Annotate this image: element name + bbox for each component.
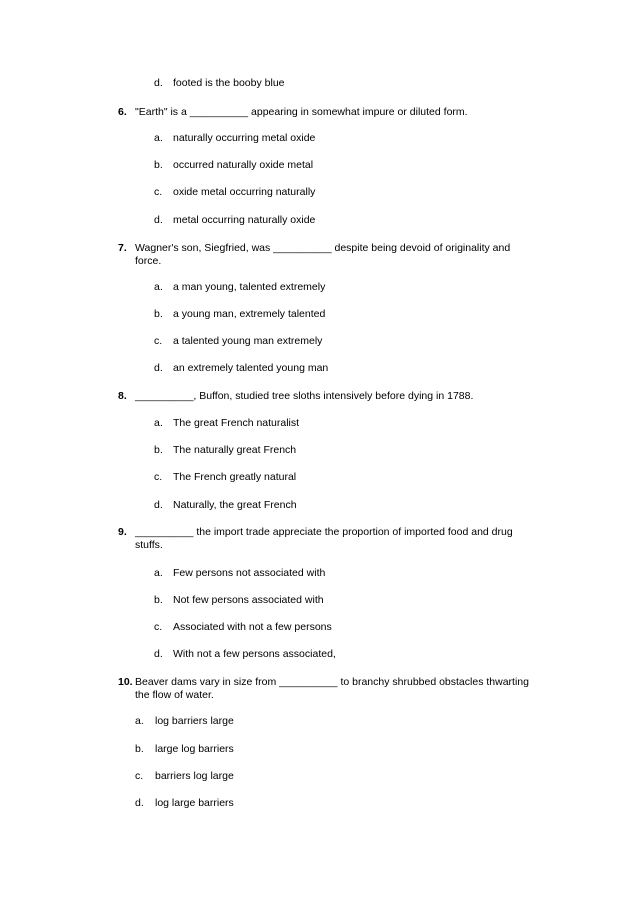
option-text: Associated with not a few persons (173, 621, 332, 633)
option-letter: b. (135, 743, 144, 755)
option-text: a young man, extremely talented (173, 308, 326, 320)
option-letter: d. (135, 797, 144, 809)
option-text: The great French naturalist (173, 417, 300, 429)
option-letter: d. (154, 499, 163, 511)
option-text: footed is the booby blue (173, 77, 285, 89)
option-text: a man young, talented extremely (173, 281, 326, 293)
question-text: Beaver dams vary in size from __________ to branchy shrubbed obstacles thwarting (135, 676, 529, 688)
option-letter: d. (154, 362, 163, 374)
option-letter: a. (154, 132, 163, 144)
option-letter: b. (154, 594, 163, 606)
option-text: barriers log large (155, 770, 234, 782)
option-letter: a. (154, 281, 163, 293)
option-letter: d. (154, 648, 163, 660)
question-text: Wagner's son, Siegfried, was __________ despite being devoid of originality and (135, 242, 511, 254)
option-letter: a. (135, 715, 144, 727)
question-number: 7. (118, 242, 127, 254)
option-text: metal occurring naturally oxide (173, 214, 316, 226)
option-text: naturally occurring metal oxide (173, 132, 316, 144)
option-text: Naturally, the great French (173, 499, 297, 511)
option-letter: d. (154, 77, 163, 89)
question-number: 8. (118, 390, 127, 402)
option-text: log barriers large (155, 715, 234, 727)
option-text: Not few persons associated with (173, 594, 324, 606)
option-letter: c. (154, 186, 163, 198)
option-letter: a. (154, 417, 163, 429)
option-letter: b. (154, 308, 163, 320)
option-text: With not a few persons associated, (173, 648, 336, 660)
option-letter: b. (154, 159, 163, 171)
option-text: an extremely talented young man (173, 362, 329, 374)
question-text: the flow of water. (135, 689, 214, 701)
question-text: force. (135, 255, 162, 267)
option-text: Few persons not associated with (173, 567, 326, 579)
option-text: The naturally great French (173, 444, 297, 456)
option-text: oxide metal occurring naturally (173, 186, 316, 198)
question-text: "Earth" is a __________ appearing in somewhat impure or diluted form. (135, 106, 468, 118)
option-letter: b. (154, 444, 163, 456)
option-letter: c. (154, 335, 163, 347)
question-text: __________ the import trade appreciate the proportion of imported food and drug (135, 526, 513, 538)
option-letter: c. (135, 770, 144, 782)
option-letter: c. (154, 471, 163, 483)
option-letter: c. (154, 621, 163, 633)
question-number: 6. (118, 106, 127, 118)
option-text: log large barriers (155, 797, 234, 809)
question-text: stuffs. (135, 539, 163, 551)
question-number: 9. (118, 526, 127, 538)
question-number: 10. (118, 676, 133, 688)
option-text: occurred naturally oxide metal (173, 159, 314, 171)
option-text: large log barriers (155, 743, 234, 755)
question-text: __________, Buffon, studied tree sloths intensively before dying in 1788. (135, 390, 474, 402)
option-text: The French greatly natural (173, 471, 297, 483)
option-letter: d. (154, 214, 163, 226)
option-text: a talented young man extremely (173, 335, 323, 347)
option-letter: a. (154, 567, 163, 579)
